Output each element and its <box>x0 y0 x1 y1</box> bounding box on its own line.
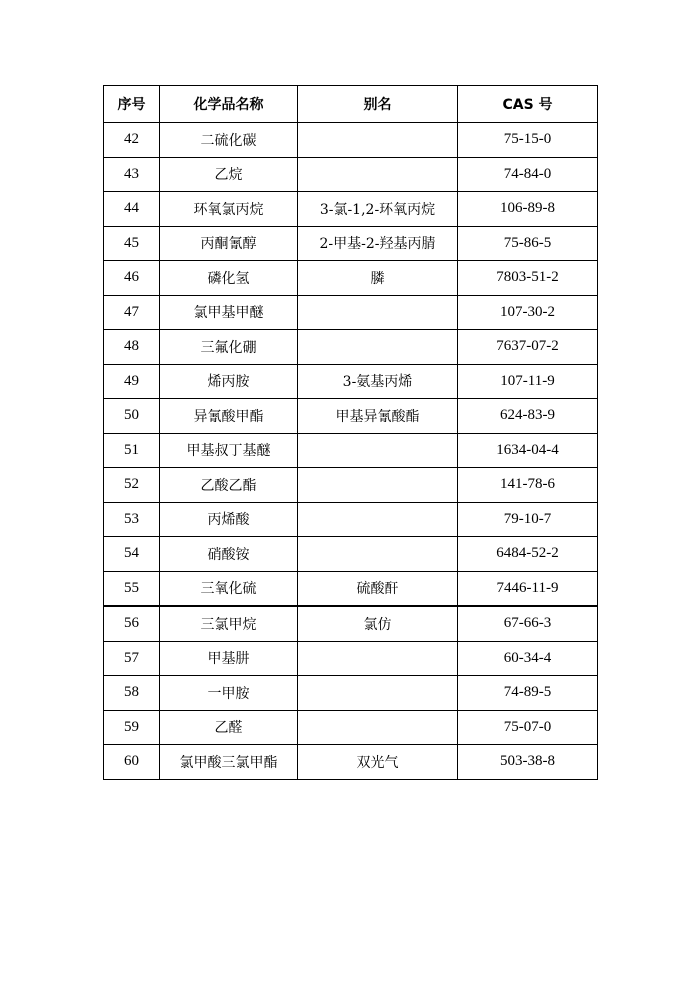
cell-chemical-name: 丙烯酸 <box>160 502 298 537</box>
cell-alias <box>298 676 458 711</box>
cell-alias: 3-氯-1,2-环氧丙烷 <box>298 192 458 227</box>
cell-cas: 1634-04-4 <box>458 433 598 468</box>
cell-chemical-name: 三氯甲烷 <box>160 606 298 641</box>
cell-cas: 75-07-0 <box>458 710 598 745</box>
table-row <box>104 676 598 711</box>
cell-chemical-name: 环氧氯丙烷 <box>160 192 298 227</box>
table-row <box>104 399 598 434</box>
cell-serial: 43 <box>104 157 160 192</box>
table-row <box>104 330 598 365</box>
cell-serial: 56 <box>104 606 160 641</box>
cell-chemical-name: 乙醛 <box>160 710 298 745</box>
table-row <box>104 157 598 192</box>
cell-serial: 50 <box>104 399 160 434</box>
cell-chemical-name: 一甲胺 <box>160 676 298 711</box>
table-row <box>104 641 598 676</box>
cell-cas: 106-89-8 <box>458 192 598 227</box>
cell-cas: 75-15-0 <box>458 123 598 158</box>
cell-cas: 503-38-8 <box>458 745 598 780</box>
cell-chemical-name: 三氟化硼 <box>160 330 298 365</box>
cell-chemical-name: 硝酸铵 <box>160 537 298 572</box>
cell-alias <box>298 330 458 365</box>
table-header-row <box>104 86 598 123</box>
cell-serial: 44 <box>104 192 160 227</box>
cell-serial: 60 <box>104 745 160 780</box>
table-row <box>104 606 598 641</box>
cell-cas: 141-78-6 <box>458 468 598 503</box>
table-row <box>104 295 598 330</box>
cell-chemical-name: 氯甲基甲醚 <box>160 295 298 330</box>
cell-alias: 2-甲基-2-羟基丙腈 <box>298 226 458 261</box>
cell-chemical-name: 烯丙胺 <box>160 364 298 399</box>
cell-serial: 49 <box>104 364 160 399</box>
cell-serial: 47 <box>104 295 160 330</box>
cell-cas: 6484-52-2 <box>458 537 598 572</box>
table-row <box>104 537 598 572</box>
header-alias: 别名 <box>298 86 458 123</box>
cell-alias: 膦 <box>298 261 458 296</box>
cell-chemical-name: 三氧化硫 <box>160 571 298 606</box>
cell-alias <box>298 433 458 468</box>
header-cas: CAS 号 <box>458 86 598 123</box>
cell-chemical-name: 甲基肼 <box>160 641 298 676</box>
cell-serial: 45 <box>104 226 160 261</box>
cell-serial: 48 <box>104 330 160 365</box>
cell-cas: 7446-11-9 <box>458 571 598 606</box>
cell-cas: 79-10-7 <box>458 502 598 537</box>
table-row <box>104 468 598 503</box>
table-row <box>104 261 598 296</box>
header-chemical-name: 化学品名称 <box>160 86 298 123</box>
cell-alias <box>298 468 458 503</box>
cell-serial: 51 <box>104 433 160 468</box>
cell-cas: 67-66-3 <box>458 606 598 641</box>
table-row <box>104 745 598 780</box>
cell-cas: 74-89-5 <box>458 676 598 711</box>
cell-alias <box>298 123 458 158</box>
cell-chemical-name: 二硫化碳 <box>160 123 298 158</box>
cell-alias: 氯仿 <box>298 606 458 641</box>
cell-chemical-name: 异氰酸甲酯 <box>160 399 298 434</box>
table-row <box>104 192 598 227</box>
cell-alias <box>298 502 458 537</box>
cell-cas: 74-84-0 <box>458 157 598 192</box>
cell-chemical-name: 甲基叔丁基醚 <box>160 433 298 468</box>
cell-chemical-name: 丙酮氰醇 <box>160 226 298 261</box>
cell-alias <box>298 641 458 676</box>
cell-alias <box>298 295 458 330</box>
table-row <box>104 710 598 745</box>
cell-cas: 60-34-4 <box>458 641 598 676</box>
cell-serial: 52 <box>104 468 160 503</box>
cell-alias <box>298 710 458 745</box>
cell-cas: 7637-07-2 <box>458 330 598 365</box>
cell-serial: 57 <box>104 641 160 676</box>
cell-serial: 53 <box>104 502 160 537</box>
cell-cas: 107-30-2 <box>458 295 598 330</box>
cell-serial: 58 <box>104 676 160 711</box>
cell-cas: 624-83-9 <box>458 399 598 434</box>
table-row <box>104 364 598 399</box>
header-serial: 序号 <box>104 86 160 123</box>
table-row <box>104 502 598 537</box>
cell-serial: 54 <box>104 537 160 572</box>
cell-serial: 55 <box>104 571 160 606</box>
cell-alias <box>298 157 458 192</box>
table-row <box>104 226 598 261</box>
table-row <box>104 433 598 468</box>
cell-serial: 42 <box>104 123 160 158</box>
cell-cas: 75-86-5 <box>458 226 598 261</box>
cell-chemical-name: 乙烷 <box>160 157 298 192</box>
cell-cas: 7803-51-2 <box>458 261 598 296</box>
cell-serial: 59 <box>104 710 160 745</box>
cell-alias <box>298 537 458 572</box>
cell-chemical-name: 乙酸乙酯 <box>160 468 298 503</box>
cell-serial: 46 <box>104 261 160 296</box>
cell-chemical-name: 磷化氢 <box>160 261 298 296</box>
cell-alias: 硫酸酐 <box>298 571 458 606</box>
cell-alias: 3-氨基丙烯 <box>298 364 458 399</box>
cell-chemical-name: 氯甲酸三氯甲酯 <box>160 745 298 780</box>
table-row <box>104 571 598 606</box>
cell-alias: 甲基异氰酸酯 <box>298 399 458 434</box>
cell-cas: 107-11-9 <box>458 364 598 399</box>
cell-alias: 双光气 <box>298 745 458 780</box>
table-row <box>104 123 598 158</box>
chemical-table <box>103 85 598 780</box>
